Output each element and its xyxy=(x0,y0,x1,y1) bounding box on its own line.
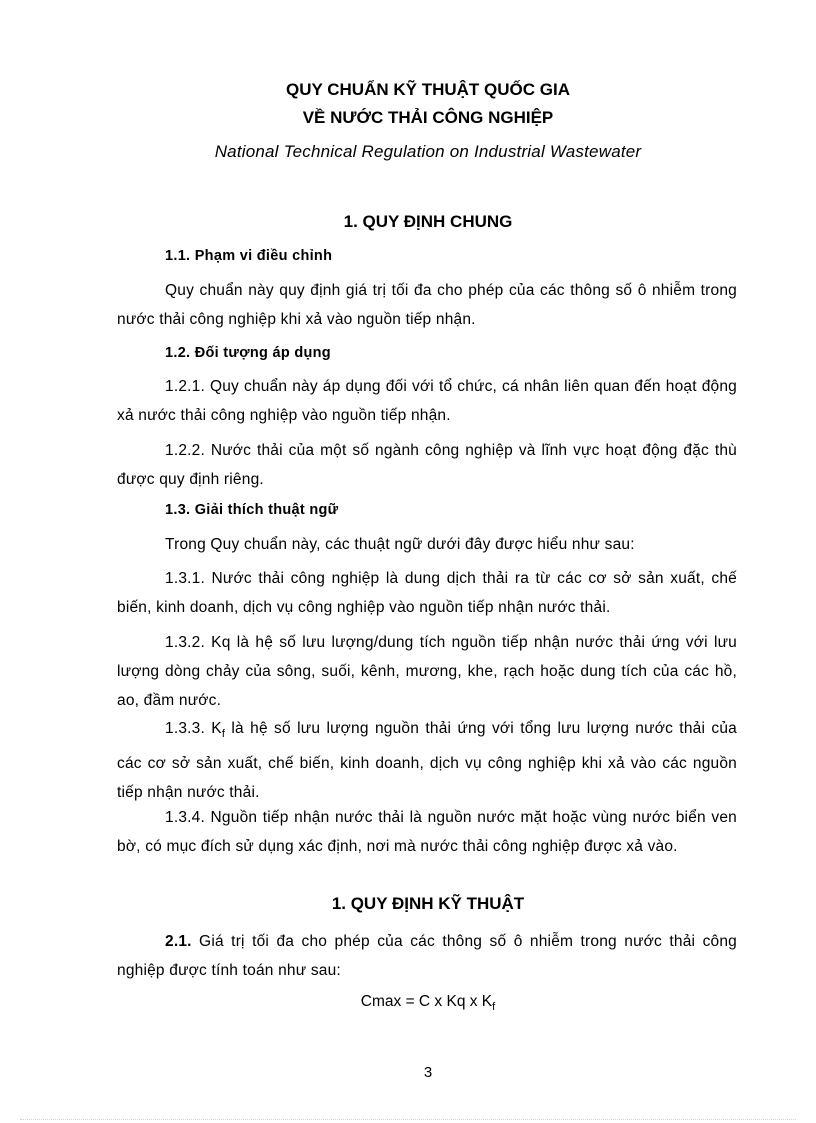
title-line-1: QUY CHUẨN KỸ THUẬT QUỐC GIA xyxy=(286,80,570,99)
subsection-1-2-heading: 1.2. Đối tượng áp dụng xyxy=(165,345,331,361)
paragraph-1-2-2: 1.2.2. Nước thải của một số ngành công nghiệp và lĩnh vực hoạt động đặc thù được quy định riêng. xyxy=(117,442,737,488)
page-number: 3 xyxy=(423,1064,433,1081)
section-2-heading: 1. QUY ĐỊNH KỸ THUẬT xyxy=(331,894,525,913)
title-line-2: VỀ NƯỚC THẢI CÔNG NGHIỆP xyxy=(302,108,554,127)
paragraph-1-3-4: 1.3.4. Nguồn tiếp nhận nước thải là nguồn nước mặt hoặc vùng nước biển ven bờ, có mục đích sử dụng xác định, nơi mà nước thải công nghiệp được xả vào. xyxy=(117,809,737,855)
paragraph-2-1 xyxy=(117,927,737,985)
paragraph-1-1: Quy chuẩn này quy định giá trị tối đa cho phép của các thông số ô nhiễm trong nước thải công nghiệp khi xả vào nguồn tiếp nhận. xyxy=(117,282,737,328)
paragraph-1-2-1: 1.2.1. Quy chuẩn này áp dụng đối với tổ chức, cá nhân liên quan đến hoạt động xả nước thải công nghiệp vào nguồn tiếp nhận. xyxy=(117,378,737,424)
paragraph-1-3-3-prefix: 1.3.3. K xyxy=(165,720,222,737)
formula-subscript: f xyxy=(492,1001,496,1014)
paragraph-1-3-3-rest: là hệ số lưu lượng nguồn thải ứng với tổng lưu lượng nước thải của các cơ sở sản xuất, chế biến, kinh doanh, dịch vụ công nghiệp khi xả vào các nguồn tiếp nhận nước thải. xyxy=(117,720,737,802)
paragraph-1-3-3-subscript: f xyxy=(221,728,226,741)
paragraph-2-1-label: 2.1. xyxy=(165,933,192,950)
section-1-heading: 1. QUY ĐỊNH CHUNG xyxy=(343,212,513,231)
paragraph-2-1-text: Giá trị tối đa cho phép của các thông số ô nhiễm trong nước thải công nghiệp được tính toán như sau: xyxy=(117,933,737,979)
page-bottom-divider xyxy=(20,1119,796,1120)
english-subtitle: National Technical Regulation on Industrial Wastewater xyxy=(214,142,642,161)
subsection-1-1-heading: 1.1. Phạm vi điều chỉnh xyxy=(165,248,333,264)
paragraph-1-3-intro: Trong Quy chuẩn này, các thuật ngữ dưới đây được hiểu như sau: xyxy=(165,536,635,553)
paragraph-1-3-3 xyxy=(117,714,737,807)
formula-cmax xyxy=(0,993,816,1013)
subsection-1-3-heading: 1.3. Giải thích thuật ngữ xyxy=(165,502,339,518)
formula-main: Cmax = C x Kq x K xyxy=(360,993,493,1010)
paragraph-1-3-1: 1.3.1. Nước thải công nghiệp là dung dịch thải ra từ các cơ sở sản xuất, chế biến, kinh doanh, dịch vụ công nghiệp vào nguồn tiếp nhận nước thải. xyxy=(117,570,737,616)
paragraph-1-3-2: 1.3.2. Kq là hệ số lưu lượng/dung tích nguồn tiếp nhận nước thải ứng với lưu lượng dòng chảy của sông, suối, kênh, mương, khe, rạch hoặc dung tích của các hồ, ao, đầm nước. xyxy=(117,634,737,709)
